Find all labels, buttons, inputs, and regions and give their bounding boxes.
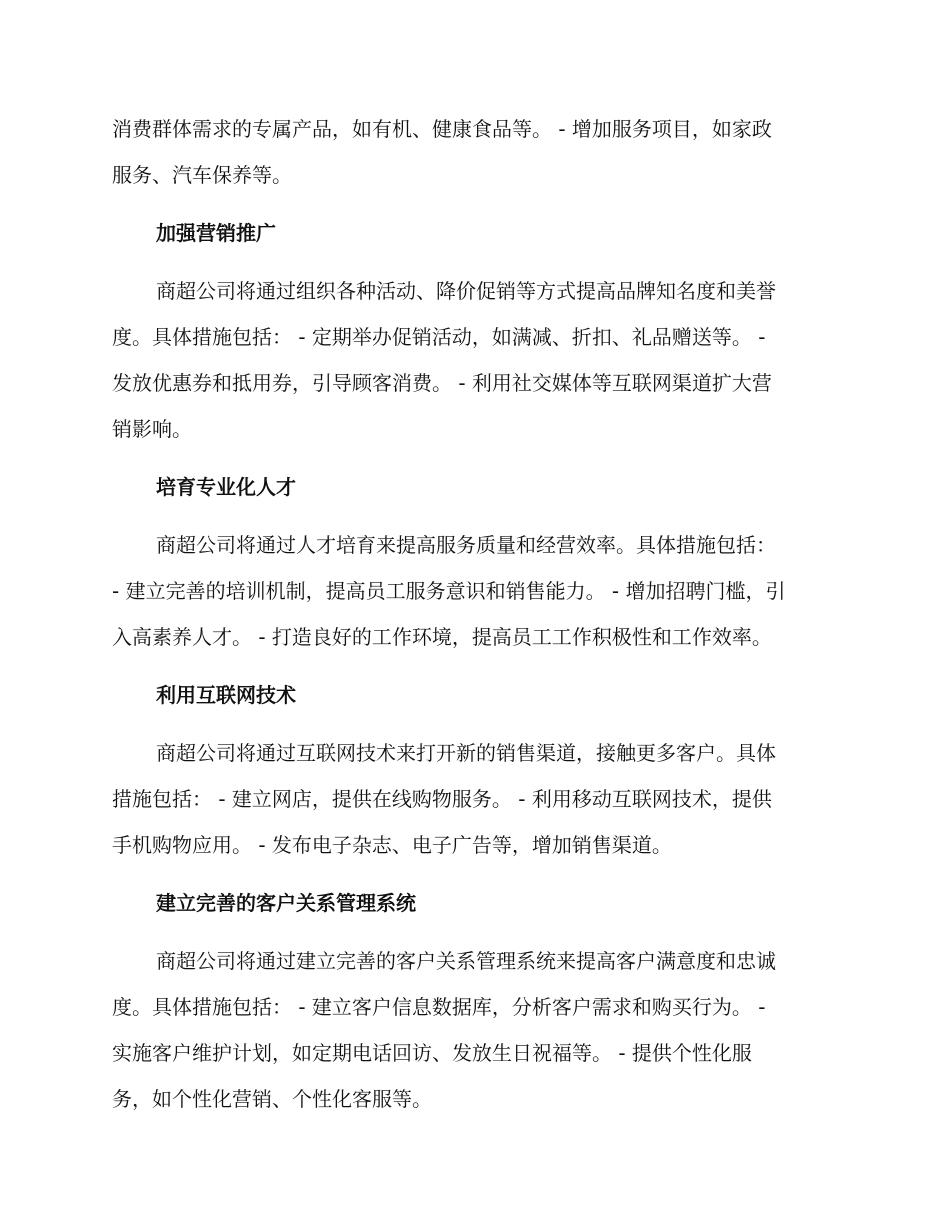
section-heading-marketing: 加强营销推广 xyxy=(156,221,276,245)
section-heading-talent: 培育专业化人才 xyxy=(156,475,296,499)
section-paragraph-talent xyxy=(112,522,838,660)
paragraph-line: 商超公司将通过互联网技术来打开新的销售渠道，接触更多客户。具体 xyxy=(156,741,776,765)
paragraph-line: - 建立完善的培训机制，提高员工服务意识和销售能力。 - 增加招聘门槛，引 xyxy=(112,579,786,603)
paragraph-line: 消费群体需求的专属产品，如有机、健康食品等。 - 增加服务项目，如家政 xyxy=(112,117,772,141)
paragraph-line: 商超公司将通过组织各种活动、降价促销等方式提高品牌知名度和美誉 xyxy=(156,279,776,303)
paragraph-line: 服务、汽车保养等。 xyxy=(112,163,292,187)
paragraph-line: 措施包括： - 建立网店，提供在线购物服务。 - 利用移动互联网技术，提供 xyxy=(112,787,772,811)
paragraph-line: 手机购物应用。 - 发布电子杂志、电子广告等，增加销售渠道。 xyxy=(112,833,672,857)
paragraph-line: 商超公司将通过人才培育来提高服务质量和经营效率。具体措施包括： xyxy=(156,533,776,557)
document-body xyxy=(112,106,838,1122)
paragraph-line: 发放优惠券和抵用券，引导顾客消费。 - 利用社交媒体等互联网渠道扩大营 xyxy=(112,371,772,395)
section-heading-internet: 利用互联网技术 xyxy=(156,683,296,707)
section-paragraph-marketing xyxy=(112,268,838,452)
paragraph-line: 度。具体措施包括： - 建立客户信息数据库，分析客户需求和购买行为。 - xyxy=(112,995,766,1019)
paragraph-line: 度。具体措施包括： - 定期举办促销活动，如满减、折扣、礼品赠送等。 - xyxy=(112,325,766,349)
section-paragraph-crm xyxy=(112,938,838,1122)
paragraph-line: 务，如个性化营销、个性化客服等。 xyxy=(112,1087,432,1111)
paragraph-line: 实施客户维护计划，如定期电话回访、发放生日祝福等。 - 提供个性化服 xyxy=(112,1041,752,1065)
section-paragraph-internet xyxy=(112,730,838,868)
paragraph-line: 销影响。 xyxy=(112,417,192,441)
section-heading-crm: 建立完善的客户关系管理系统 xyxy=(156,891,416,915)
paragraph-line: 入高素养人才。 - 打造良好的工作环境，提高员工工作积极性和工作效率。 xyxy=(112,625,772,649)
paragraph-line: 商超公司将通过建立完善的客户关系管理系统来提高客户满意度和忠诚 xyxy=(156,949,776,973)
intro-paragraph xyxy=(112,106,838,198)
